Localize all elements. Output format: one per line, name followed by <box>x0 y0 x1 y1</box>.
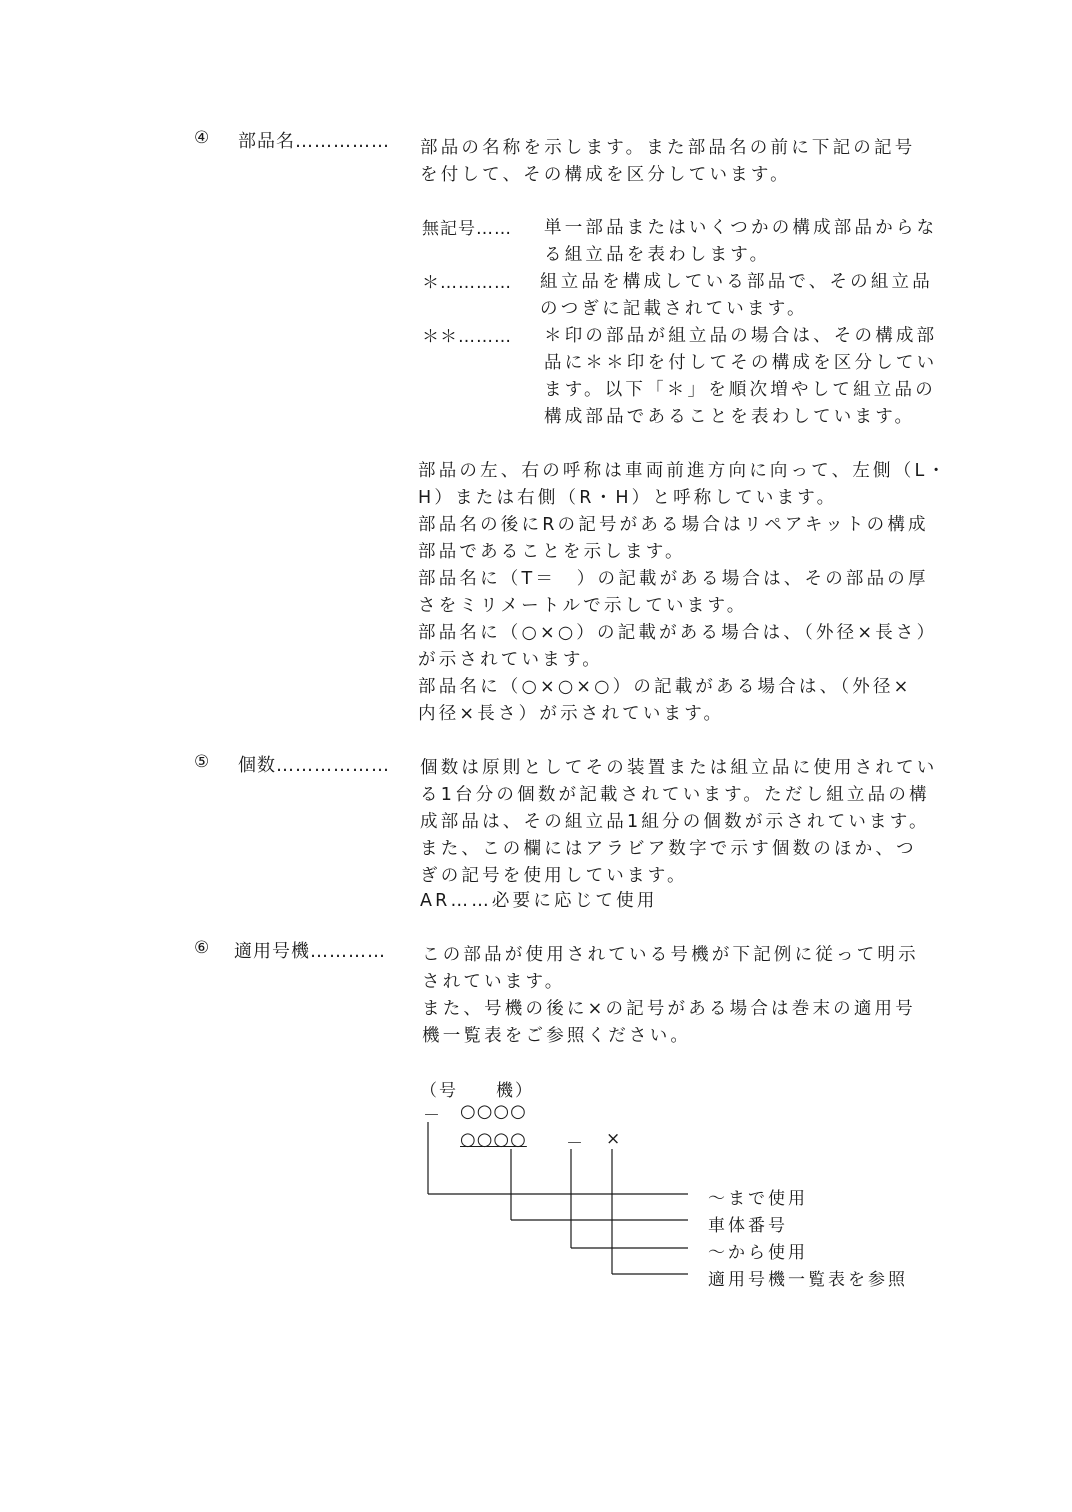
symbol-desc-line: ます。以下「＊」を順次増やして組立品の <box>544 380 936 400</box>
section-4-note-line: が示されています。 <box>418 650 603 670</box>
section-4-intro-line: 部品の名称を示します。また部品名の前に下記の記号 <box>420 138 916 158</box>
section-4-note-line: 部品名に（T＝ ）の記載がある場合は、その部品の厚 <box>418 569 929 589</box>
section-4-note-line: 内径×長さ）が示されています。 <box>418 704 725 724</box>
section-4-note-line: 部品名に（○×○）の記載がある場合は、（外径×長さ） <box>418 623 938 643</box>
section-4-note-line: 部品であることを示します。 <box>418 542 686 562</box>
section-4-number: ④ <box>194 128 210 148</box>
section-5-line: る1台分の個数が記載されています。ただし組立品の構 <box>420 785 930 805</box>
section-5-line: 成部品は、その組立品1組分の個数が示されています。 <box>420 812 930 832</box>
legend-until-used: ～まで使用 <box>708 1189 808 1209</box>
section-5-number: ⑤ <box>194 752 210 772</box>
section-6-line: また、号機の後に×の記号がある場合は巻末の適用号 <box>422 999 916 1019</box>
diagram-row2-dash: － <box>566 1134 583 1154</box>
section-4-note-line: 部品名の後にRの記号がある場合はリペアキットの構成 <box>418 515 929 535</box>
section-4-intro-line: を付して、その構成を区分しています。 <box>420 165 791 185</box>
section-4-heading: 部品名…………… <box>238 131 390 152</box>
section-6-line: この部品が使用されている号機が下記例に従って明示 <box>422 945 919 965</box>
symbol-desc-line: 構成部品であることを表わしています。 <box>544 407 916 427</box>
section-6-line: 機一覧表をご参照ください。 <box>422 1026 692 1046</box>
legend-body-number: 車体番号 <box>708 1216 788 1236</box>
symbol-label-none: 無記号…… <box>422 219 512 239</box>
section-5-line: ぎの記号を使用しています。 <box>420 866 688 886</box>
diagram-row2-x: × <box>606 1129 621 1149</box>
symbol-desc-line: 組立品を構成している部品で、その組立品 <box>540 272 933 292</box>
symbol-label-double-star: ＊＊……… <box>422 327 512 347</box>
diagram-row2-circles: ○○○○ <box>460 1129 527 1150</box>
symbol-desc-line: ＊印の部品が組立品の場合は、その構成部 <box>544 326 938 346</box>
symbol-desc-line: 品に＊＊印を付してその構成を区分してい <box>544 353 938 373</box>
legend-from-used: ～から使用 <box>708 1243 808 1263</box>
section-6-line: されています。 <box>422 972 566 992</box>
symbol-label-single-star: ＊………… <box>422 273 512 293</box>
section-5-line: AR……必要に応じて使用 <box>420 891 658 911</box>
section-4-note-line: 部品の左、右の呼称は車両前進方向に向って、左側（L・ <box>418 461 949 481</box>
section-4-note-line: さをミリメートルで示しています。 <box>418 596 748 616</box>
diagram-row1-circles: ○○○○ <box>460 1101 527 1122</box>
section-4-note-line: 部品名に（○×○×○）の記載がある場合は、（外径× <box>418 677 912 697</box>
section-4-note-line: H）または右側（R・H）と呼称しています。 <box>418 488 838 508</box>
diagram-row1-prefix: － <box>423 1106 440 1126</box>
symbol-desc-line: のつぎに記載されています。 <box>540 299 808 319</box>
symbol-desc-line: 単一部品またはいくつかの構成部品からな <box>544 218 938 238</box>
section-6-heading: 適用号機………… <box>234 941 386 962</box>
section-5-line: また、この欄にはアラビア数字で示す個数のほか、つ <box>420 839 917 859</box>
section-5-heading: 個数……………… <box>238 755 390 776</box>
symbol-desc-line: る組立品を表わします。 <box>544 245 771 265</box>
diagram-title: （号 機） <box>420 1081 534 1101</box>
legend-see-table: 適用号機一覧表を参照 <box>708 1270 908 1290</box>
section-6-number: ⑥ <box>194 938 210 958</box>
section-5-line: 個数は原則としてその装置または組立品に使用されてい <box>420 758 938 778</box>
